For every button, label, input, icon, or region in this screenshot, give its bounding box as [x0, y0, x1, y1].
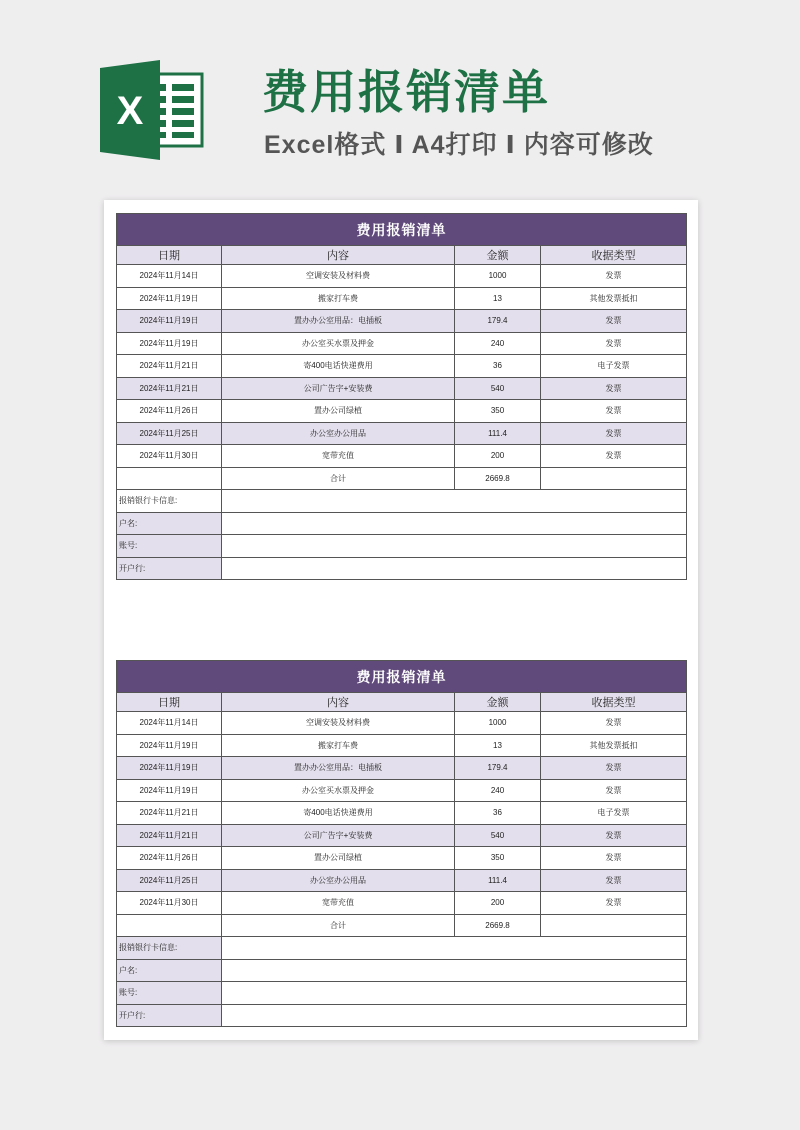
- page-subtitle: Excel格式 Ⅰ A4打印 Ⅰ 内容可修改: [264, 131, 654, 159]
- cell-content: 空调安装及材料费: [222, 712, 455, 735]
- cell-date: 2024年11月30日: [117, 892, 222, 915]
- cell-date: 2024年11月19日: [117, 332, 222, 355]
- bank-branch-row: [117, 1004, 687, 1027]
- cell-amount: 1000: [455, 265, 541, 288]
- bank-branch-label: 开户行:: [117, 1004, 222, 1027]
- table-row: [117, 892, 687, 915]
- column-header-content: 内容: [222, 246, 455, 265]
- cell-content: 办公室办公用品: [222, 422, 455, 445]
- account-number-value[interactable]: [222, 535, 687, 558]
- total-empty-cell: [541, 914, 687, 937]
- bank-info-row: [117, 490, 687, 513]
- bank-info-value[interactable]: [222, 490, 687, 513]
- table-row: [117, 355, 687, 378]
- cell-receipt: 发票: [541, 332, 687, 355]
- table-row: [117, 265, 687, 288]
- account-number-value[interactable]: [222, 982, 687, 1005]
- account-name-value[interactable]: [222, 959, 687, 982]
- table-row: [117, 757, 687, 780]
- bank-info-label: 报销银行卡信息:: [117, 937, 222, 960]
- bank-info-label: 报销银行卡信息:: [117, 490, 222, 513]
- cell-date: 2024年11月26日: [117, 847, 222, 870]
- cell-content: 置办公司绿植: [222, 847, 455, 870]
- sheet-title: 费用报销清单: [117, 661, 687, 693]
- cell-date: 2024年11月21日: [117, 377, 222, 400]
- cell-receipt: 其他发票抵扣: [541, 734, 687, 757]
- total-row: [117, 467, 687, 490]
- cell-receipt: 发票: [541, 847, 687, 870]
- cell-receipt: 电子发票: [541, 802, 687, 825]
- column-header-receipt: 收据类型: [541, 246, 687, 265]
- cell-amount: 240: [455, 779, 541, 802]
- cell-content: 置办公司绿植: [222, 400, 455, 423]
- cell-amount: 111.4: [455, 869, 541, 892]
- bank-info-row: [117, 937, 687, 960]
- account-number-label: 账号:: [117, 982, 222, 1005]
- account-number-label: 账号:: [117, 535, 222, 558]
- cell-amount: 540: [455, 377, 541, 400]
- bank-info-value[interactable]: [222, 937, 687, 960]
- table-row: [117, 779, 687, 802]
- bank-branch-value[interactable]: [222, 1004, 687, 1027]
- bank-branch-label: 开户行:: [117, 557, 222, 580]
- cell-date: 2024年11月19日: [117, 287, 222, 310]
- cell-receipt: 电子发票: [541, 355, 687, 378]
- table-row: [117, 400, 687, 423]
- cell-content: 办公室办公用品: [222, 869, 455, 892]
- cell-receipt: 发票: [541, 892, 687, 915]
- cell-content: 置办办公室用品：电插板: [222, 310, 455, 333]
- cell-amount: 36: [455, 355, 541, 378]
- cell-content: 寄400电话快递费用: [222, 355, 455, 378]
- cell-receipt: 发票: [541, 265, 687, 288]
- column-header-amount: 金额: [455, 693, 541, 712]
- sheet-title: 费用报销清单: [117, 214, 687, 246]
- column-header-receipt: 收据类型: [541, 693, 687, 712]
- cell-amount: 200: [455, 892, 541, 915]
- excel-logo-letter: X: [116, 89, 144, 133]
- table-row: [117, 802, 687, 825]
- cell-date: 2024年11月21日: [117, 355, 222, 378]
- cell-date: 2024年11月19日: [117, 757, 222, 780]
- cell-date: 2024年11月21日: [117, 802, 222, 825]
- cell-amount: 179.4: [455, 310, 541, 333]
- cell-receipt: 发票: [541, 377, 687, 400]
- cell-amount: 540: [455, 824, 541, 847]
- cell-date: 2024年11月19日: [117, 310, 222, 333]
- cell-receipt: 发票: [541, 400, 687, 423]
- a4-paper: [104, 200, 698, 1040]
- cell-date: 2024年11月19日: [117, 779, 222, 802]
- column-header-row: [117, 693, 687, 712]
- table-row: [117, 377, 687, 400]
- cell-receipt: 发票: [541, 422, 687, 445]
- cell-date: 2024年11月21日: [117, 824, 222, 847]
- cell-receipt: 发票: [541, 824, 687, 847]
- column-header-date: 日期: [117, 246, 222, 265]
- cell-content: 公司广告字+安装费: [222, 377, 455, 400]
- cell-content: 寄400电话快递费用: [222, 802, 455, 825]
- bank-branch-row: [117, 557, 687, 580]
- cell-content: 宽带充值: [222, 445, 455, 468]
- page-header: [0, 0, 800, 200]
- cell-content: 空调安装及材料费: [222, 265, 455, 288]
- cell-amount: 13: [455, 734, 541, 757]
- account-number-row: [117, 982, 687, 1005]
- cell-date: 2024年11月30日: [117, 445, 222, 468]
- table-row: [117, 310, 687, 333]
- total-value: 2669.8: [455, 914, 541, 937]
- table-row: [117, 734, 687, 757]
- expense-sheet-bottom: [116, 660, 687, 1027]
- account-number-row: [117, 535, 687, 558]
- column-header-amount: 金额: [455, 246, 541, 265]
- cell-content: 搬家打车费: [222, 734, 455, 757]
- column-header-row: [117, 246, 687, 265]
- cell-amount: 13: [455, 287, 541, 310]
- cell-amount: 111.4: [455, 422, 541, 445]
- cell-content: 置办办公室用品：电插板: [222, 757, 455, 780]
- cell-receipt: 发票: [541, 310, 687, 333]
- total-label: 合计: [222, 467, 455, 490]
- cell-date: 2024年11月25日: [117, 869, 222, 892]
- cell-receipt: 其他发票抵扣: [541, 287, 687, 310]
- table-row: [117, 445, 687, 468]
- cell-amount: 350: [455, 400, 541, 423]
- cell-receipt: 发票: [541, 712, 687, 735]
- page-title: 费用报销清单: [262, 66, 550, 118]
- cell-date: 2024年11月14日: [117, 265, 222, 288]
- cell-receipt: 发票: [541, 445, 687, 468]
- cell-receipt: 发票: [541, 779, 687, 802]
- cell-content: 搬家打车费: [222, 287, 455, 310]
- table-row: [117, 712, 687, 735]
- table-row: [117, 824, 687, 847]
- total-empty-cell: [117, 467, 222, 490]
- cell-content: 办公室买水票及押金: [222, 779, 455, 802]
- cell-receipt: 发票: [541, 757, 687, 780]
- table-row: [117, 287, 687, 310]
- cell-content: 公司广告字+安装费: [222, 824, 455, 847]
- cell-amount: 36: [455, 802, 541, 825]
- total-label: 合计: [222, 914, 455, 937]
- table-row: [117, 332, 687, 355]
- cell-amount: 350: [455, 847, 541, 870]
- account-name-label: 户名:: [117, 959, 222, 982]
- account-name-row: [117, 512, 687, 535]
- cell-content: 宽带充值: [222, 892, 455, 915]
- cell-content: 办公室买水票及押金: [222, 332, 455, 355]
- column-header-content: 内容: [222, 693, 455, 712]
- excel-logo-icon: [98, 60, 208, 160]
- column-header-date: 日期: [117, 693, 222, 712]
- cell-amount: 1000: [455, 712, 541, 735]
- total-value: 2669.8: [455, 467, 541, 490]
- table-row: [117, 847, 687, 870]
- account-name-value[interactable]: [222, 512, 687, 535]
- cell-date: 2024年11月19日: [117, 734, 222, 757]
- total-row: [117, 914, 687, 937]
- account-name-label: 户名:: [117, 512, 222, 535]
- cell-receipt: 发票: [541, 869, 687, 892]
- cell-date: 2024年11月26日: [117, 400, 222, 423]
- cell-date: 2024年11月14日: [117, 712, 222, 735]
- total-empty-cell: [541, 467, 687, 490]
- cell-amount: 200: [455, 445, 541, 468]
- table-row: [117, 869, 687, 892]
- bank-branch-value[interactable]: [222, 557, 687, 580]
- account-name-row: [117, 959, 687, 982]
- table-row: [117, 422, 687, 445]
- cell-date: 2024年11月25日: [117, 422, 222, 445]
- expense-sheet-top: [116, 213, 687, 580]
- total-empty-cell: [117, 914, 222, 937]
- cell-amount: 240: [455, 332, 541, 355]
- cell-amount: 179.4: [455, 757, 541, 780]
